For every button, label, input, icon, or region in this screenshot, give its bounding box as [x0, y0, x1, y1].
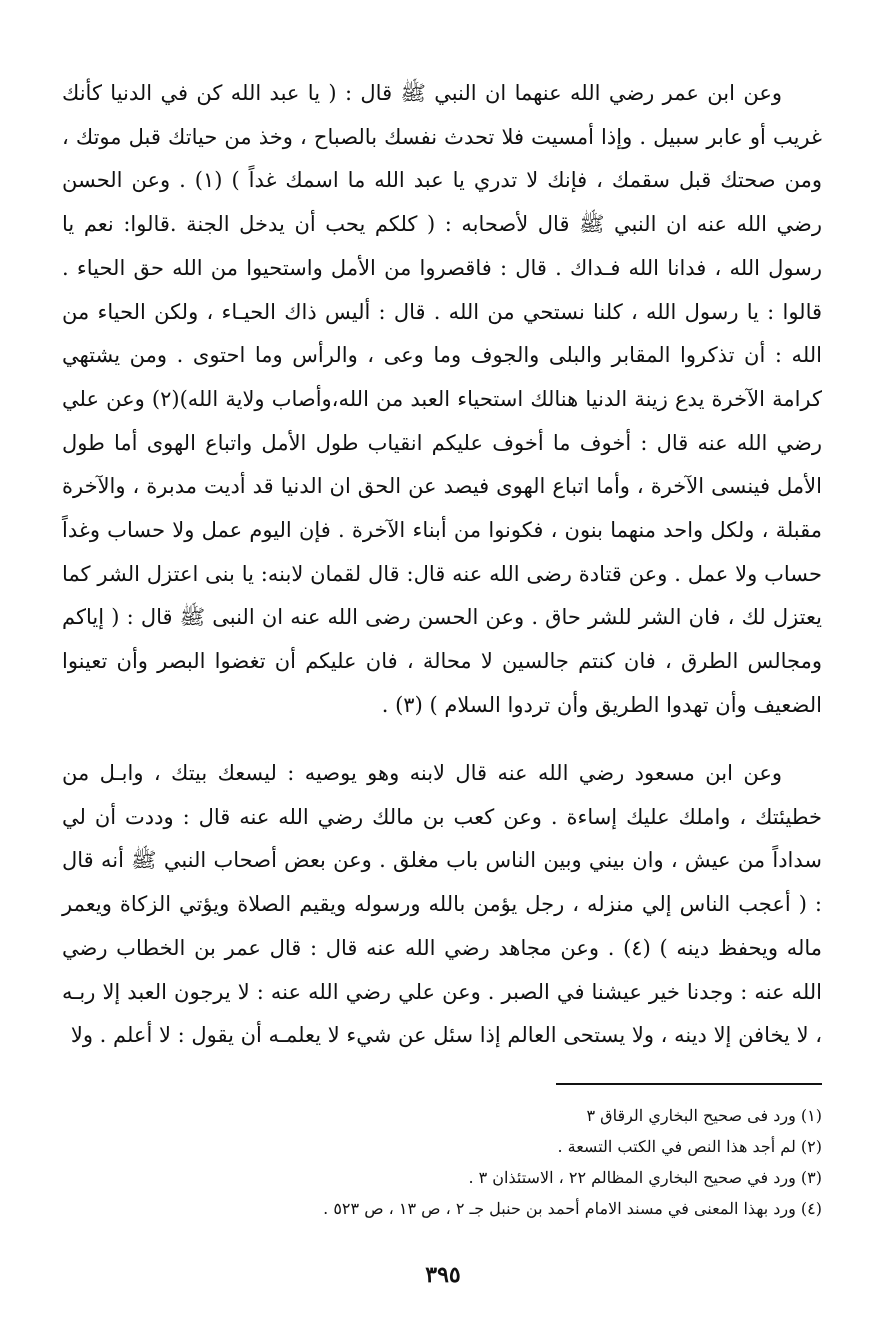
footnote-3: (٣) ورد في صحيح البخاري المظالم ٢٢ ، الاستئذان ٣ . [468, 1168, 822, 1187]
footnote-2: (٢) لم أجد هذا النص في الكتب التسعة . [557, 1137, 822, 1156]
main-text-block-lower [62, 752, 822, 1058]
body-paragraph-2: وعن ابن مسعود رضي الله عنه قال لابنه وهو يوصيه : ليسعك بيتك ، وابـل من خطيئتك ، واملك عليك إساءة . وعن كعب بن مالك رضي الله عنه قال : وددت أن لي سداداً من عيش ، وان بيني وبين الناس باب مغلق . وعن بعض أصحاب النبي ﷺ أنه قال : ( أعجب الناس إلي منزله ، رجل يؤمن بالله ورسوله ويقيم الصلاة ويؤتي الزكاة ويعمر ماله ويحفظ دينه ) (٤) . وعن مجاهد رضي الله عنه قال : قال عمر بن الخطاب رضي الله عنه : وجدنا خير عيشنا في الصبر . وعن علي رضي الله عنه : لا يرجون العبد إلا ربـه ، لا يخافن إلا دينه ، ولا يستحى العالم إذا سئل عن شيء لا يعلمـه أن يقول : لا أعلم . ولا [62, 761, 822, 1048]
page-number: ٣٩٥ [425, 1262, 461, 1288]
footnotes-section [160, 1100, 822, 1224]
footnote-separator [556, 1083, 822, 1085]
main-text-block-upper [62, 72, 822, 728]
body-paragraph-1: وعن ابن عمر رضي الله عنهما ان النبي ﷺ قال : ( يا عبد الله كن في الدنيا كأنك غريب أو عابر سبيل . وإذا أمسيت فلا تحدث نفسك بالصباح ، وخذ من حياتك قبل موتك ، ومن صحتك قبل سقمك ، فإنك لا تدري يا عبد الله ما اسمك غداً ) (١) . وعن الحسن رضي الله عنه ان النبي ﷺ قال لأصحابه : ( كلكم يحب أن يدخل الجنة .قالوا: نعم يا رسول الله ، فدانا الله فـداك . قال : فاقصروا من الأمل واستحيوا من الله حق الحياء . قالوا : يا رسول الله ، كلنا نستحي من الله . قال : أليس ذاك الحيـاء ، ولكن الحياء من الله : أن تذكروا المقابر والبلى والجوف وما وعى ، والرأس وما احتوى . ومن يشتهي كرامة الآخرة يدع زينة الدنيا هنالك استحياء العبد من الله،وأصاب ولاية الله)(٢) وعن علي رضي الله عنه قال : أخوف ما أخوف عليكم انقياب طول الأمل واتباع الهوى أما طول الأمل فينسى الآخرة ، وأما اتباع الهوى فيصد عن الحق ان الدنيا قد أديت مدبرة ، والآخرة مقبلة ، ولكل واحد منهما بنون ، فكونوا من أبناء الآخرة . فإن اليوم عمل ولا حساب وغداً حساب ولا عمل . وعن قتادة رضى الله عنه قال: قال لقمان لابنه: يا بنى اعتزل الشر كما يعتزل لك ، فان الشر للشر حاق . وعن الحسن رضى الله عنه ان النبى ﷺ قال : ( إياكم ومجالس الطرق ، فان كنتم جالسين لا محالة ، فان عليكم أن تغضوا البصر وأن تعينوا الضعيف وأن تهدوا الطريق وأن تردوا السلام ) (٣) . [62, 81, 822, 717]
footnote-4: (٤) ورد بهذا المعنى في مسند الامام أحمد بن حنبل جـ ٢ ، ص ١٣ ، ص ٥٢٣ . [323, 1199, 822, 1218]
footnote-1: (١) ورد فى صحيح البخاري الرقاق ٣ [586, 1106, 822, 1125]
